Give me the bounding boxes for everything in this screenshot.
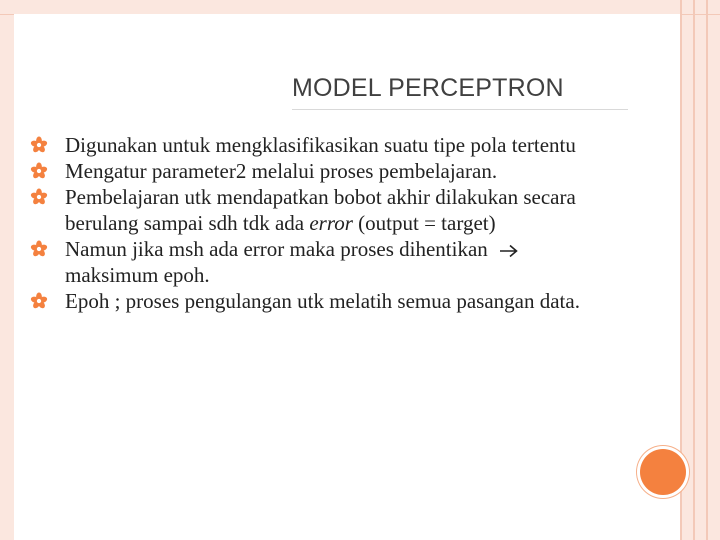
bullet-item — [30, 288, 590, 314]
frame-rule-right-3 — [706, 0, 708, 540]
frame-rule-right-2 — [693, 0, 695, 540]
bullet-text: Epoh ; proses pengulangan utk melatih semua pasangan data. — [65, 289, 580, 313]
flower-bullet-icon — [30, 292, 48, 310]
slide-title: MODEL PERCEPTRON — [292, 74, 564, 102]
right-arrow-icon — [499, 244, 519, 258]
flower-bullet-icon — [30, 162, 48, 180]
flower-bullet-icon — [30, 188, 48, 206]
bullet-text: Pembelajaran utk mendapatkan bobot akhir dilakukan secara berulang sampai sdh tdk ada — [65, 185, 576, 235]
flower-bullet-icon — [30, 136, 48, 154]
flower-bullet-icon — [30, 240, 48, 258]
bullet-list — [30, 132, 590, 314]
bullet-text: Namun jika msh ada error maka proses dihentikan — [65, 237, 494, 261]
italic-term: error — [309, 211, 353, 235]
bullet-item — [30, 158, 590, 184]
decorative-circle — [640, 449, 686, 495]
bullet-text: maksimum epoh. — [65, 263, 210, 287]
bullet-text: (output = target) — [352, 211, 496, 235]
bullet-item — [30, 184, 590, 236]
bullet-item — [30, 132, 590, 158]
bullet-text: Digunakan untuk mengklasifikasikan suatu tipe pola tertentu — [65, 133, 576, 157]
title-underline — [292, 109, 628, 110]
bullet-item — [30, 236, 590, 288]
bullet-text: Mengatur parameter2 melalui proses pembelajaran. — [65, 159, 498, 183]
